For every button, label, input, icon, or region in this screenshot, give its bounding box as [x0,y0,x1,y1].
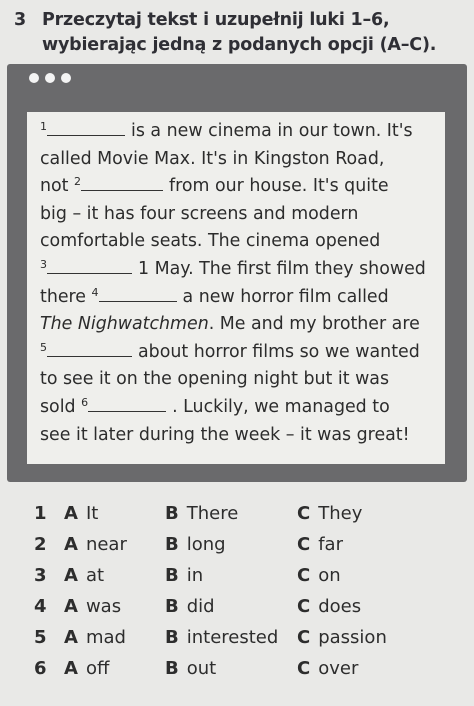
option-a: A It [64,503,99,524]
option-a: A was [64,596,122,617]
option-row [0,596,474,626]
option-row [0,658,474,688]
option-b: B did [165,596,215,617]
task-instruction-line-2: wybierając jedną z podanych opcji (A–C). [42,35,437,55]
passage-line: there $^4$ a new horror film called [40,284,440,312]
option-row [0,534,474,564]
option-row [0,565,474,595]
option-c: C far [297,534,343,555]
passage-line: $^1$ is a new cinema in our town. It's [40,118,440,146]
option-c: C does [297,596,362,617]
option-row [0,503,474,533]
gap-4: 4 [92,284,183,313]
gap-3: 3 [40,256,138,285]
option-c: C on [297,565,341,586]
window-dot-icon [61,73,71,83]
window-titlebar [7,64,467,92]
reading-passage [40,118,440,449]
gap-5: 5 [40,339,138,368]
option-c: C They [297,503,363,524]
option-b: B long [165,534,226,555]
window-dot-icon [45,73,55,83]
option-a: A at [64,565,105,586]
gap-6: 6 [81,394,172,423]
passage-line: called Movie Max. It's in Kingston Road, [40,148,385,169]
passage-line: sold $^6$ . Luckily, we managed to [40,394,440,422]
option-number: 4 [34,596,47,617]
gap-2: 2 [74,173,169,202]
option-number: 6 [34,658,47,679]
browser-window-illustration [7,64,467,482]
option-b: B out [165,658,217,679]
passage-line: big – it has four screens and modern [40,203,359,224]
option-b: B in [165,565,204,586]
task-instruction [42,8,462,58]
option-a: A mad [64,627,126,648]
task-instruction-line-1: Przeczytaj tekst i uzupełnij luki 1–6, [42,10,390,30]
passage-line: $^3$ 1 May. The first film they showed [40,256,440,284]
option-b: B interested [165,627,279,648]
option-c: C passion [297,627,387,648]
gap-1: 1 [40,118,131,147]
passage-line: $^5$ about horror films so we wanted [40,339,440,367]
passage-line: to see it on the opening night but it was [40,369,390,390]
passage-line: comfortable seats. The cinema opened [40,231,381,252]
option-number: 3 [34,565,47,586]
film-title: The Nighwatchmen [40,314,209,335]
passage-line: see it later during the week – it was great! [40,424,410,445]
option-number: 5 [34,627,47,648]
option-a: A near [64,534,127,555]
window-dot-icon [29,73,39,83]
option-b: B There [165,503,239,524]
passage-line: not $^2$ from our house. It's quite [40,173,440,201]
passage-line: The Nighwatchmen. Me and my brother are [40,314,420,335]
option-c: C over [297,658,359,679]
option-number: 2 [34,534,47,555]
option-row [0,627,474,657]
option-number: 1 [34,503,47,524]
option-a: A off [64,658,110,679]
task-number: 3 [14,10,27,30]
text-panel [27,112,445,464]
